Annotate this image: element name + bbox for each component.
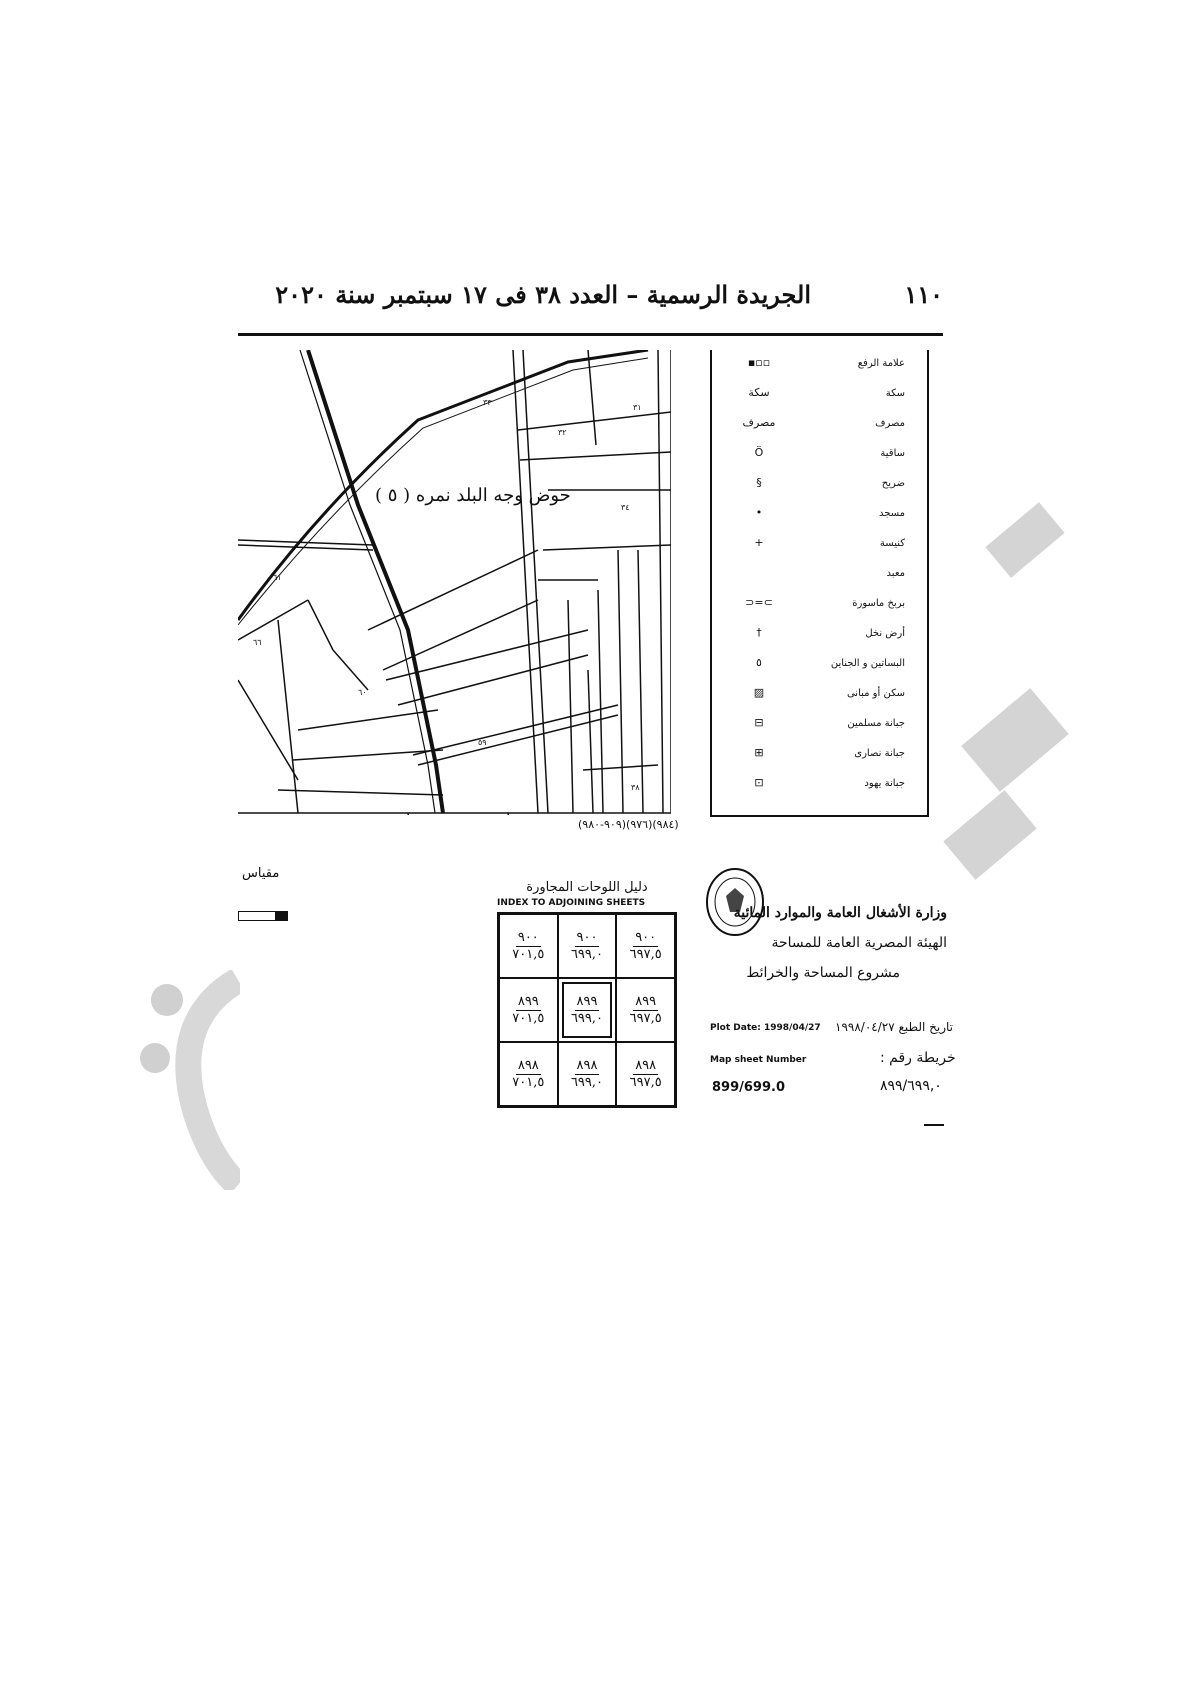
- map-sheet-label-arabic: خريطة رقم :: [880, 1050, 956, 1066]
- parcel-number: ٣٣: [483, 398, 492, 407]
- plot-date-english: Plot Date: 1998/04/27: [710, 1023, 821, 1033]
- index-cell-coordinate: ٦٩٩,٠: [570, 946, 604, 962]
- legend-symbol-icon: •: [755, 506, 763, 519]
- index-cell: [616, 914, 675, 978]
- index-cell-current-sheet: [558, 978, 617, 1042]
- svg-text:٣٤: ٣٤: [621, 503, 630, 512]
- index-cell-number: ٨٩٨: [576, 1057, 598, 1073]
- legend-label: ضريح: [881, 478, 905, 489]
- index-cell: [558, 1042, 617, 1106]
- index-cell-number: ٨٩٩: [576, 993, 598, 1009]
- legend-item: [712, 416, 927, 436]
- page-number: ١١٠: [904, 280, 943, 309]
- gazette-title: الجريدة الرسمية – العدد ٣٨ فى ١٧ سبتمبر سنة ٢٠٢٠: [275, 280, 811, 309]
- svg-text:٣١: ٣١: [633, 403, 642, 412]
- svg-text:٦٦: ٦٦: [253, 638, 262, 647]
- index-cell-coordinate: ٧٠١,٥: [512, 946, 545, 962]
- index-cell-coordinate: ٦٩٧,٥: [629, 1074, 662, 1090]
- legend-item: [712, 746, 927, 766]
- legend-item: [712, 596, 927, 616]
- legend-item: [712, 506, 927, 526]
- map-bottom-label: (٩٠٩-٩٨٠)(٩٧٦)(٩٨٤): [578, 818, 679, 831]
- legend-symbol-icon: سكة: [748, 386, 770, 399]
- index-grid: [497, 912, 677, 1108]
- legend-label: جبانة يهود: [864, 778, 905, 789]
- legend-item: [712, 566, 927, 586]
- index-cell: [499, 914, 558, 978]
- ministry-line-1: وزارة الأشغال العامة والموارد المائية: [733, 905, 947, 921]
- legend-symbol-icon: ▪▫▫: [747, 356, 771, 369]
- map-sheet-number-english: 899/699.0: [712, 1080, 786, 1095]
- legend-item: [712, 356, 927, 376]
- legend-label: جبانة نصارى: [854, 748, 905, 759]
- map-sheet-label-english: Map sheet Number: [710, 1055, 807, 1065]
- legend-label: ساقية: [880, 448, 905, 459]
- map-sheet-number-arabic: ٨٩٩/٦٩٩,٠: [880, 1078, 942, 1094]
- svg-text:٣٢: ٣٢: [558, 428, 567, 437]
- legend-label: معبد: [886, 568, 905, 579]
- cadastral-map: [238, 350, 671, 815]
- index-cell-coordinate: ٧٠١,٥: [512, 1074, 545, 1090]
- legend-item: [712, 716, 927, 736]
- index-title: دليل اللوحات المجاورة: [526, 880, 648, 895]
- legend-symbol-icon: ▨: [753, 686, 765, 699]
- svg-text:٥٩: ٥٩: [478, 738, 487, 747]
- legend-label: أرض نخل: [865, 628, 905, 639]
- legend-symbol-icon: ⊟: [754, 716, 764, 729]
- legend-label: مصرف: [875, 418, 905, 429]
- index-cell-number: ٩٠٠: [517, 929, 539, 945]
- legend-label: مسجد: [879, 508, 905, 519]
- ministry-line-3: مشروع المساحة والخرائط: [746, 965, 900, 981]
- legend-symbol-icon: ⊞: [754, 746, 764, 759]
- legend-label: البساتين و الجناين: [830, 658, 905, 669]
- legend-symbol-icon: ⊡: [754, 776, 764, 789]
- bottom-rule: [924, 1124, 944, 1126]
- index-subtitle: INDEX TO ADJOINING SHEETS: [497, 898, 646, 908]
- legend-symbol-icon: §: [756, 476, 762, 489]
- watermark-decoration-icon: [110, 970, 240, 1190]
- page-header: [238, 280, 943, 320]
- ministry-seal-icon: [704, 866, 766, 938]
- svg-text:٣٨: ٣٨: [631, 783, 640, 792]
- index-cell: [616, 1042, 675, 1106]
- index-cell-number: ٨٩٩: [635, 993, 657, 1009]
- index-cell: [499, 978, 558, 1042]
- header-rule: [238, 333, 943, 336]
- index-cell-number: ٨٩٨: [517, 1057, 539, 1073]
- legend-label: سكن أو مبانى: [846, 688, 905, 699]
- index-cell: [499, 1042, 558, 1106]
- legend-symbol-icon: [732, 566, 786, 586]
- index-cell: [616, 978, 675, 1042]
- index-cell-number: ٨٩٨: [635, 1057, 657, 1073]
- legend-label: كنيسة: [879, 538, 905, 549]
- legend-symbol-icon: مصرف: [742, 416, 776, 429]
- index-cell-coordinate: ٦٩٧,٥: [629, 1010, 662, 1026]
- ministry-line-2: الهيئة المصرية العامة للمساحة: [771, 935, 947, 951]
- legend-item: [712, 476, 927, 496]
- legend-symbol-icon: Ö: [754, 446, 764, 459]
- legend-symbol-icon: ٥: [756, 656, 762, 669]
- legend-label: بربخ ماسورة: [852, 598, 905, 609]
- plot-date-arabic: تاريخ الطبع ١٩٩٨/٠٤/٢٧: [835, 1020, 954, 1034]
- index-cell-number: ٨٩٩: [517, 993, 539, 1009]
- svg-text:٦٠: ٦٠: [358, 688, 367, 697]
- legend-item: [712, 686, 927, 706]
- scale-label: مقياس: [242, 866, 280, 881]
- basin-name: حوض وجه البلد نمره ( ٥ ): [375, 485, 571, 506]
- legend-item: [712, 776, 927, 796]
- legend-symbol-icon: ⊃=⊂: [745, 596, 773, 609]
- legend-item: [712, 626, 927, 646]
- legend-symbol-icon: †: [756, 626, 762, 639]
- index-cell-coordinate: ٦٩٩,٠: [570, 1010, 604, 1026]
- index-cell-coordinate: ٧٠١,٥: [512, 1010, 545, 1026]
- legend-item: [712, 656, 927, 676]
- legend-label: علامة الرفع: [857, 358, 905, 369]
- scale-bar: [238, 911, 288, 921]
- legend-item: [712, 446, 927, 466]
- legend-label: سكة: [885, 388, 905, 399]
- legend-symbol-icon: +: [754, 536, 764, 549]
- index-cell-number: ٩٠٠: [576, 929, 598, 945]
- watermark-stamp-icon: [930, 480, 1110, 980]
- index-cell-number: ٩٠٠: [635, 929, 657, 945]
- index-cell-coordinate: ٦٩٧,٥: [629, 946, 662, 962]
- index-cell: [558, 914, 617, 978]
- map-legend: [710, 350, 929, 817]
- legend-item: [712, 536, 927, 556]
- index-cell-coordinate: ٦٩٩,٠: [570, 1074, 604, 1090]
- legend-label: جبانة مسلمين: [847, 718, 905, 729]
- svg-text:٦١: ٦١: [273, 573, 282, 582]
- legend-item: [712, 386, 927, 406]
